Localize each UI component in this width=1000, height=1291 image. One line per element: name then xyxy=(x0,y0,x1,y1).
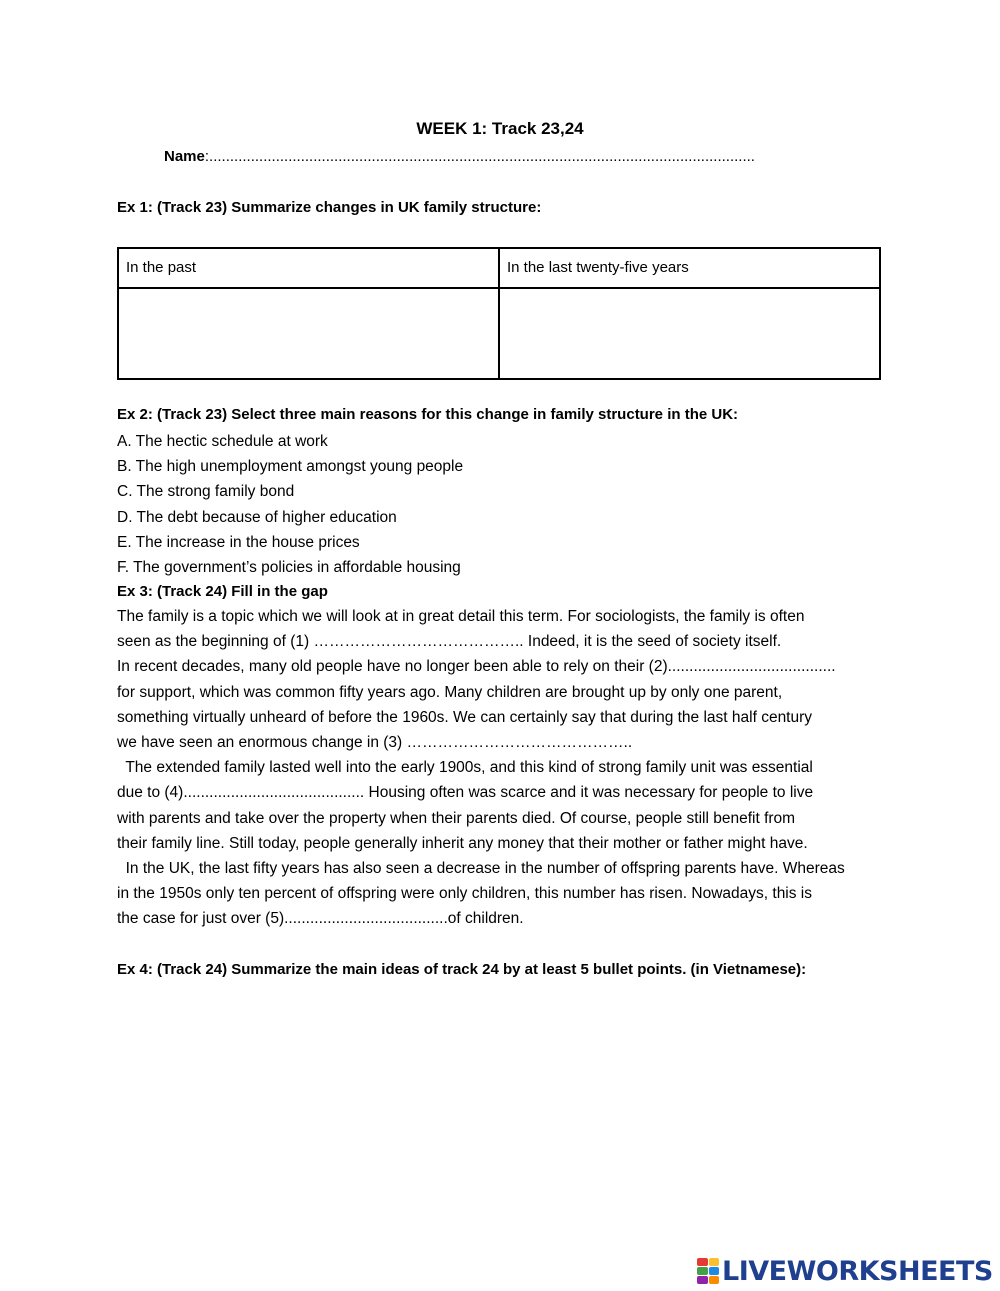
passage-line-gap-1: seen as the beginning of (1) ………………………………….. Indeed, it is the seed of society itself. xyxy=(117,633,782,651)
option-f: F. The government’s policies in affordable housing xyxy=(117,558,461,576)
page-title: WEEK 1: Track 23,24 xyxy=(416,119,584,138)
family-structure-table xyxy=(117,247,881,380)
passage-line: with parents and take over the property when their parents died. Of course, people still benefit from xyxy=(117,809,796,827)
passage-line: In the UK, the last fifty years has also seen a decrease in the number of offspring parents have. Whereas xyxy=(117,860,845,878)
ex4-heading: Ex 4: (Track 24) Summarize the main ideas of track 24 by at least 5 bullet points. (in Vietnamese): xyxy=(117,961,807,978)
name-dots: :................................................................................................................................... xyxy=(204,148,755,165)
answer-cell-past[interactable] xyxy=(118,288,499,379)
logo-text: LIVEWORKSHEETS xyxy=(722,1255,993,1287)
passage-line: in the 1950s only ten percent of offspring were only children, this number has risen. Nowadays, this is xyxy=(117,885,813,903)
option-a: A. The hectic schedule at work xyxy=(117,433,328,450)
ex2-options-list xyxy=(117,429,463,580)
column-header-past: In the past xyxy=(118,248,499,288)
option-d: D. The debt because of higher education xyxy=(117,508,397,526)
ex1-heading: Ex 1: (Track 23) Summarize changes in UK family structure: xyxy=(117,199,542,216)
option-e: E. The increase in the house prices xyxy=(117,533,360,551)
name-field xyxy=(164,148,755,165)
passage-line: The extended family lasted well into the early 1900s, and this kind of strong family unit was essential xyxy=(117,759,813,777)
passage-line: their family line. Still today, people generally inherit any money that their mother or father might have. xyxy=(117,834,808,852)
passage-line: something virtually unheard of before the 1960s. We can certainly say that during the last half century xyxy=(117,708,813,726)
passage-line-gap-4: due to (4).......................................... Housing often was scarce and it was necessary for people to live xyxy=(117,784,814,802)
logo-mark-icon xyxy=(697,1258,719,1284)
passage-line-gap-5: the case for just over (5)......................................of children. xyxy=(117,910,524,928)
option-c: C. The strong family bond xyxy=(117,483,295,501)
passage-line: The family is a topic which we will look at in great detail this term. For sociologists, the family is often xyxy=(117,608,805,625)
gap-fill-passage xyxy=(117,604,887,932)
answer-cell-recent[interactable] xyxy=(499,288,880,379)
name-label: Name xyxy=(164,148,205,165)
ex3-heading: Ex 3: (Track 24) Fill in the gap xyxy=(117,583,328,600)
passage-line-gap-2: In recent decades, many old people have no longer been able to rely on their (2)....................................... xyxy=(117,658,836,676)
passage-line-gap-3: we have seen an enormous change in (3) …………………………………….. xyxy=(117,734,633,752)
liveworksheets-logo xyxy=(697,1256,993,1286)
passage-line: for support, which was common fifty years ago. Many children are brought up by only one parent, xyxy=(117,683,783,701)
option-b: B. The high unemployment amongst young people xyxy=(117,458,464,476)
ex2-heading: Ex 2: (Track 23) Select three main reasons for this change in family structure in the UK: xyxy=(117,406,739,423)
column-header-recent: In the last twenty-five years xyxy=(499,248,880,288)
